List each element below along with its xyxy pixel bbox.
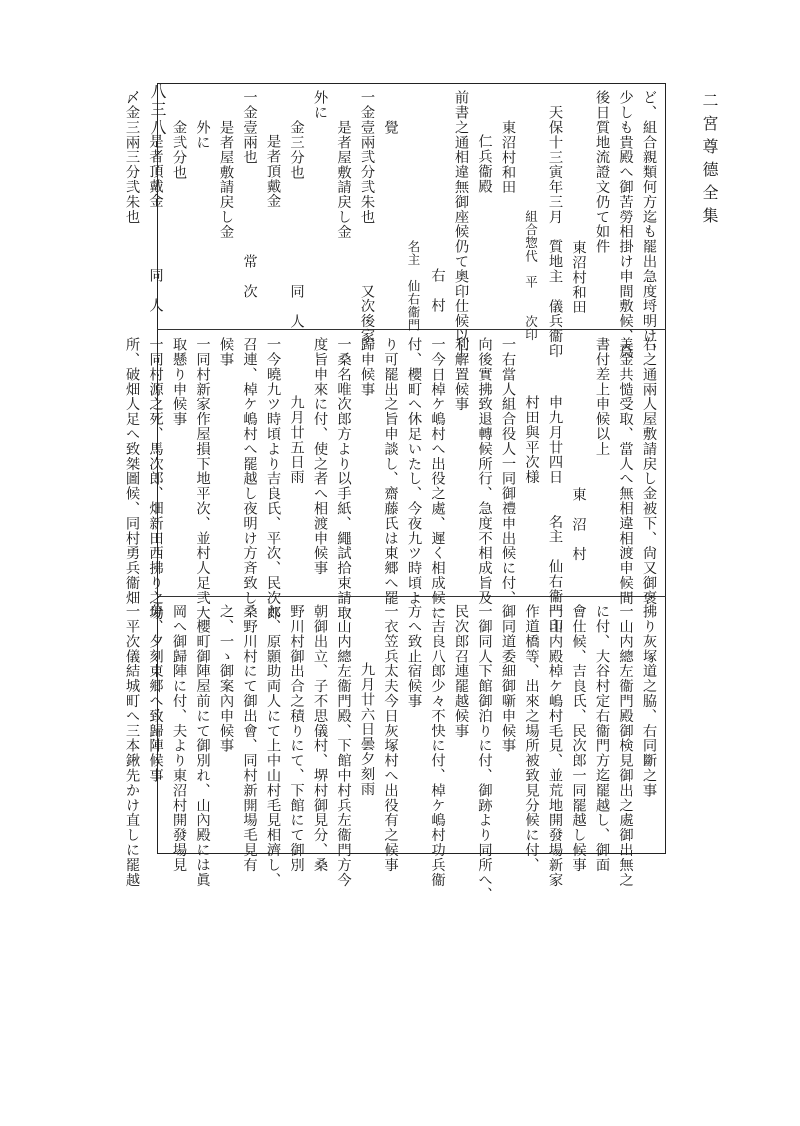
text-column: 一右當人組合役人一同御禮申出候に付、 [500,337,516,606]
text-column: 東沼村和田 [570,240,587,315]
text-column: れ、原顥助両人にて上中山村毛見相濟し、 [265,604,281,888]
text-column: 申九月廿四日 名主 仙右衞門印 [547,395,563,634]
text-column: 九月廿五日雨 [288,395,305,485]
text-column: 歸申候事 [359,337,375,397]
text-column: 金三分也 同 人 [288,120,305,329]
text-column: 一山内總左衞門殿、下館中村兵左衞門方今 [335,604,352,888]
text-column: 利解置候事 [453,337,469,412]
text-column: 名主 仙右衞門 [406,240,421,332]
book-title: 二宮尊德全集 [700,92,719,230]
text-column: ど、組合親類何方迄も罷出急度埒明け、 [641,90,657,359]
text-column: 野川村御出合之積りにて、下館にて御別 [288,604,305,873]
text-column: 右之通兩人屋敷請戻し金被下、尙又御褒 [641,337,657,606]
text-column: 一桑名唯次郎方より以手紙、繩試拾束請取 [335,337,352,621]
text-column: り可罷出之旨申談し、齋藤氏は東郷へ罷 [382,337,399,606]
text-column: 會仕候、吉良氏、民次郎一同罷越し候事 [570,604,587,873]
text-column: 書付差上申候以上 [594,337,610,457]
text-column: 外に [194,120,211,150]
text-column: 方へ致止宿候事 [406,604,422,709]
text-column: 一金壹兩弐分弐朱也 又次後家 [359,90,375,344]
text-column: 拂り灰塚道之脇、右同斷之事 [641,604,657,798]
text-column: 是者屋敷請戻し金 [335,120,352,240]
text-column: 候事 [218,337,234,367]
text-column: 仁兵衞殿 [476,134,493,194]
text-column: 所、破畑人足へ致桀圖候、同村勇兵衞畑 [124,337,140,606]
text-column: 岡へ御歸陣に付、夫より東沼村開發場見 [171,604,187,873]
text-column: 一同村源之死、馬次郎、畑新田西拂り之場 [147,337,164,621]
text-column: 九月廿六日曇夕刻雨 [359,662,375,797]
text-column: 一衣笠兵太夫今日灰塚村へ出役有之候事 [382,604,399,873]
text-column: 一今曉九ツ時頃より吉良氏、平次、民次郎 [265,337,281,621]
text-column: 向後實拂致退轉候所行、急度不相成旨及 [476,337,493,606]
text-column: 度旨申來に付、使之者へ相渡申候事 [312,337,328,576]
text-column: 取懸り申候事 [171,337,187,427]
text-column: 一御同人下館御泊りに付、御跡より同所へ、 [476,604,493,902]
text-column: 美金共慥受取、當人へ無相違相渡申候間 [617,337,634,606]
text-column: 一同村新家作屋損下地平次、並村人足弐人 [194,337,211,621]
text-column: 村田與平次様 [523,395,540,485]
tier-middle [124,331,666,634]
text-column: 是者頂戴金 同 人 [147,134,164,313]
text-column: 民次郎召連罷越候事 [453,604,469,739]
text-column: 一山内殿棹ケ嶋村毛見、並荒地開發場新家 [547,604,563,888]
text-column: 〆金三兩三分弐朱也 [124,90,140,225]
text-column: 一金壹兩也 常 次 [241,90,258,299]
text-column: 是者頂戴金 [265,134,281,209]
text-column: 金弐分也 [171,120,187,180]
text-column: 東沼村和田 [500,120,516,195]
text-column: 作道橋等、出來之場所被致見分候に付、 [523,604,540,873]
text-column: 一櫻町御陣屋前にて御別れ、山內殿には眞 [194,604,211,888]
text-column: 付、櫻町へ休足いたし、今夜九ツ時頃よ [406,337,422,606]
text-column: 少しも貴殿へ御苦勞相掛け申間敷候、爲 [617,90,634,359]
text-column: 組合惣代 平 次印 [523,210,539,341]
page-number: 八三八 [148,83,167,137]
text-column: 桑野川村にて御出會、同村新開場毛見有 [241,604,258,873]
text-column: 一今日棹ケ嶋村へ出役之處、遲く相成候に [429,337,446,621]
text-column: 一平次儀結城町へ三本鍬先かけ直しに罷越 [124,604,140,888]
text-column: 是者屋敷請戻し金 [218,120,234,240]
text-column: 天保十三寅年三月 質地主 儀兵衞印 [547,105,563,359]
text-column: 右 村 [429,268,446,313]
text-column: 覺 [382,120,399,135]
text-column: 前書之通相違無御座候仍て奧印仕候以上 [453,90,469,359]
text-column: 之、一ゝ御案內申候事 [218,604,234,753]
text-column: に付、大谷村定右衞門方迄罷越し、御面 [594,604,610,873]
text-column: 東 沼 村 [570,487,587,562]
text-column: 一吉良八郎少々不快に付、棹ケ嶋村功兵衞 [429,604,446,888]
text-column: 御同道委細御噺申候事 [500,604,516,753]
text-column: 分、夕刻東郷へ致歸陣候事 [147,604,164,783]
text-column: 召連、棹ケ嶋村へ罷越し夜明け方斉致し [241,337,258,606]
text-column: 一山内總左衞門殿御検見御出之處御出無之 [617,604,634,888]
tier-bottom [124,598,666,902]
text-column: 外に [312,90,328,120]
text-column: 朝御出立、子不思儀村、堺村御見分、桑 [312,604,328,873]
text-column: 後日質地流證文仍て如件 [594,90,610,254]
